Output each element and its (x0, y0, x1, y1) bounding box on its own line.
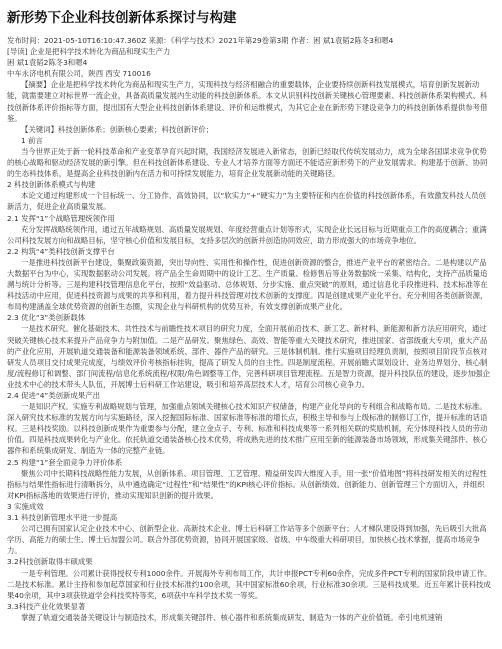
paragraph: 1 前言 (21, 135, 43, 145)
paragraph: 2.2 构筑“4”类科技创新支撑平台 (7, 246, 115, 256)
keywords: 【关键词】科技创新体系；创新核心要素；科技创新评价； (21, 124, 214, 134)
meta-line: 发布时间：2021-05-10T16:10:47.360Z 来源：《科学与技术》2021年第29卷第3期 作者：困 斌1袁韬2陈冬3和嗯4 (7, 36, 394, 45)
paragraph: 2 科技创新体系模式与构建 (7, 180, 96, 190)
paragraph: 本论文通过构建形成一个目标统一、分工协作、高效协同，以“软实力”+“硬实力”为主要特征和内在价值的科技创新体系，有效激发科技人员创新活力，促进企业高质量发展。 (7, 191, 486, 212)
paragraph: 2.4 促进“4”类创新成果产出 (7, 391, 100, 400)
paragraph: 2.1 发挥“1”个战略管理统领作用 (7, 213, 115, 223)
author-affiliation: 中车永济电机有限公司，陕西 西安 710016 (7, 69, 151, 79)
article-paragraphs (7, 135, 492, 623)
author-names: 困 斌1袁韬2陈冬3和嗯4 (7, 58, 88, 68)
paragraph: 一是专利管理。公司累计获得授权专利1000余件。开展海外专利布局工作，共计申报PCT专利60余件，完成多件PCT专利的国家阶段申请工作。二是技术标准。累计主持和参加起草国家和行业技术标准约100余项，其中国家标准60余项，行业标准30余项。三是科技成果。近五年累计获科技成果40余项，其中3项获铁道学会科技奖特等奖，6项获中车科学技术奖一等奖。 (7, 568, 492, 600)
paragraph: 3 实施成效 (7, 501, 44, 511)
paragraph: 聚焦公司中长期科技战略性能力发展，从创新体系、项目管理、工艺管理、精益研发四大维度入手，用一张“价值地图”将科技研发相关的过程性指标与结果性指标进行清晰拆分，从中遴选确定“过程性”和“结果性”的KPI核心评价指标。从创新绩效、创新能力、创新管理三个方面切入，并组织对KPI指标落地的效果进行评价，推动实现知识创新的提升效果。 (7, 468, 487, 500)
paragraph: 公司已拥有国家认定企业技术中心、创新型企业、高新技术企业、博士后科研工作站等多个创新平台；人才梯队建设得到加强，先后吸引大批高学历、高能力的硕士生、博士后加盟公司。联合外部优势资源，协同开展国家级、省级、中车级重大科研项目，加快核心技术掌握，提高市场竞争力。 (7, 524, 487, 556)
paragraph: 3.1 科技创新管理水平进一步提高 (7, 513, 118, 523)
paragraph: 一是技术研究。催化基础技术、共性技术与前瞻性技术项目的研究力度，全面开展前沿技术、新工艺、新材料、新能源和新方法应用研究，通过突破关键核心技术来提升产品竞争力与附加值。二是产品研发。聚焦绿色、高效、智能等重大关键技术研究，推进国家、省部级重大专项，重大产品的产业化应用，开展轨道交通装备和能源装备领域系统、部件、器件产品的研究。三是体制机制。推行实施项目经理负责制，按照项目阶段节点核对研发人员项目交付成果完成度，与绩效评价考核指标挂钩，提高了研发人员的自主性。四是制度流程。开展前瞻式谋划设计、业务边界划分、核心制度/流程修订和调整、部门间流程/信息化系统流程/权限/角色调整等工作，完善科研项目管理流程。五是智力资源，提升科技队伍的建设，逐步加强企业技术中心的技术带头人队伍，开展博士后科研工作站建设，吸引和培养高层技术人才，培育公司核心竞争力。 (7, 324, 490, 389)
paragraph: 当今世界正处于新一轮科技革命和产业变革孕育兴起时期，我国经济发展进入新常态，创新已经取代传统发展动力，成为全球各国谋求竞争优势的核心战略和驱动经济发展的新引擎。但在科技创新体系建设、专业人才培养方面等方面还不能适应新形势下的产业发展需求。构建基于创新、协同的生态科技体系，是提高企业科技创新内在活力和可持续发展能力，培育企业发展新动能的关键路径。 (7, 146, 488, 179)
paragraph: 2.3 优化“3”类创新载体 (7, 313, 86, 323)
article-title: 新形势下企业科技创新体系探讨与构建 (7, 10, 237, 26)
abstract: 【摘要】企业是把科学技术转化为商品和现实生产力，实现科技与经济相融合的重要载体，企业要持续创新科技发展模式，培育创新发展新动能，就需要建立对标世界一流企业，具备高质量发展内生动能的科技创新体系。本文从识别科技创新关键核心管理要素、科技创新体系架构模式、科技创新体系评价指标等方面，提出国有大型企业科技创新体系建设、评价和运维模式，为其它企业在新形势下建设竞争力的科技创新体系提供参考借鉴。 (7, 80, 488, 123)
paragraph: 一是知识产权。实施专利战略规划与管理，加强重点领域关键核心技术知识产权储备，构建产业化导向的专利组合和战略布局。二是技术标准。深入研究技术标准的发展方向与实施路径，深入挖掘国际标准、国家标准等标准的增长点，积极主导和参与上级标准的制修订工作，提升标准的话语权。三是科技奖励。以科技创新成果作为重要参与分配，建立金点子、专利、标准和科技成果等一系列相关联的奖励机制，充分体现科技人员的劳动价值。四是科技成果转化与产业化。依托轨道交通装备核心技术优势，将成熟先进的技术推广应用至新的能源装备市场领域，形成集关键部件、核心器件和系统集成研发、制造为一体的完整产业链。 (7, 402, 488, 456)
paragraph: 掌握了轨道交通装备关键设计与制造技术，形成集关键部件、核心器件和系统集成研发、制造为一体的产业价值链。牵引电机速销 (21, 612, 443, 622)
paragraph: 充分发挥战略统领作用，通过五年战略规划、高质量发展规划、年度经营重点计划等形式，实现企业长远目标与近期重点工作的高度耦合；重满公司科技发展方向和战略目标，坚守核心价值和发展目标，支持多层次的创新并创造协同效应，助力形成强大的市场竞争地位。 (7, 224, 487, 245)
article-body (7, 35, 492, 623)
paragraph: 3.3科技产业化效果显著 (7, 601, 86, 611)
paragraph: 2.5 构建“1”套全面竞争力评价体系 (7, 457, 123, 467)
paragraph: 3.2科技创新取得丰硕成果 (7, 557, 93, 567)
paragraph: 一是推进科技创新平台建设，集聚政策资源，突出导向性、实用性和操作性，促进创新资源的整合，推进产业平台的紧密结合。二是构建以产品大数据平台为中心，实现数据驱动公司发展。将产品全生命周期中的设计工艺、生产质量、检修售后等业务数据统一采集、结构化，支持产品质量追溯与统计分析等。三是构建科技管理信息化平台，按照“效益驱动、总体规划、分步实施、重点突破”的原则，通过信息化手段推进科、技术标准等在科技活动中应用，促进科技资源与成果的共享和利用，着力提升科技管理对技术创新的支撑度。四是创建成果产业化平台。充分利用各类创新资源，布局构建涵盖全球优势资源的创新生态圈，实现企业与科研机构的优势互补，有效支撑创新成果产业化。 (7, 257, 488, 312)
summary-tag: [导读] 企业是把科学技术转化为商品和现实生产力 (7, 47, 171, 57)
